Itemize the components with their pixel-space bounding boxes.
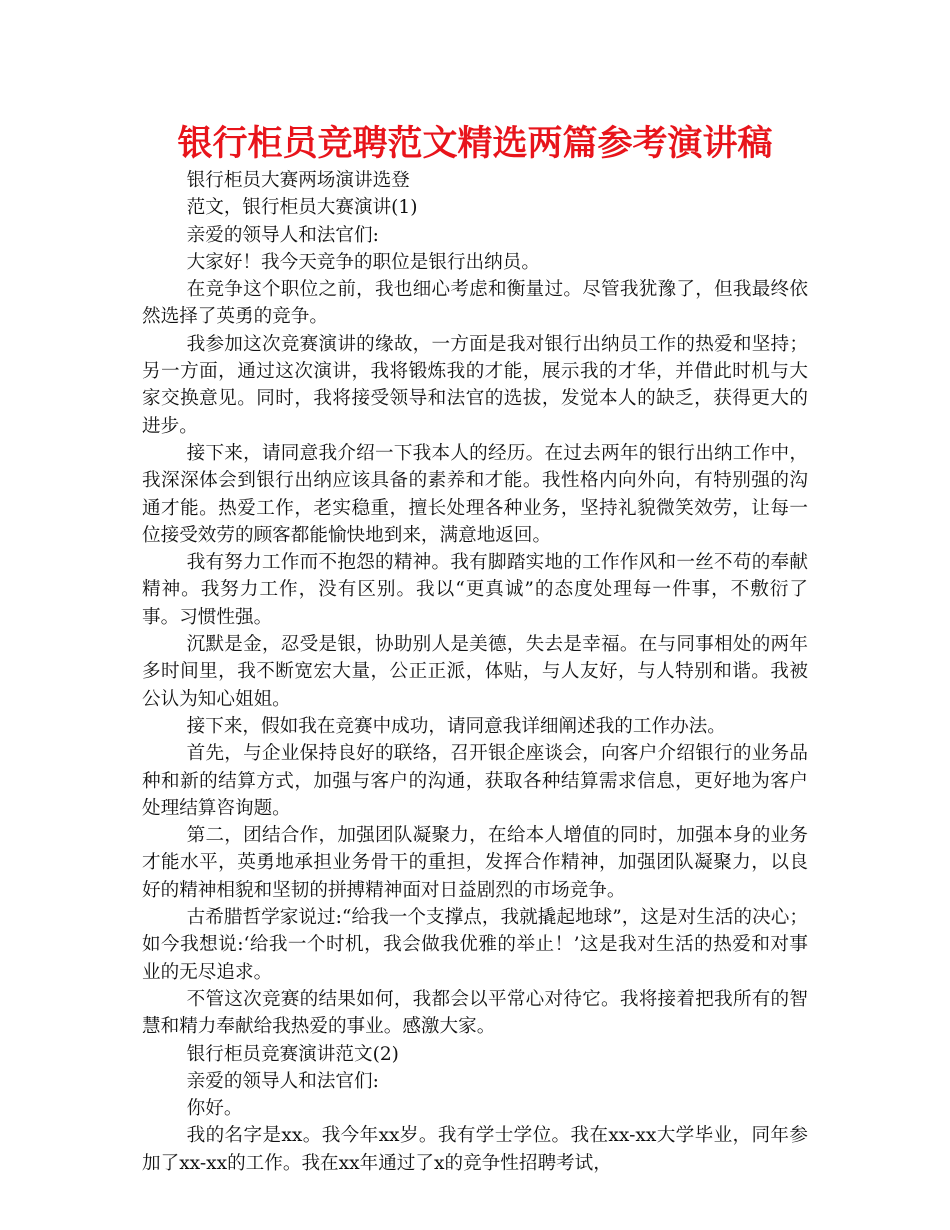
paragraph: 我参加这次竞赛演讲的缘故，一方面是我对银行出纳员工作的热爱和坚持；另一方面，通过这次演讲，我将锻炼我的才能，展示我的才华，并借此时机与大家交换意见。同时，我将接受领导和法官的选拔，发觉本人的缺乏，获得更大的进步。 xyxy=(142,333,808,437)
paragraph: 不管这次竞赛的结果如何，我都会以平常心对待它。我将接着把我所有的智慧和精力奉献给我热爱的事业。感激大家。 xyxy=(142,988,808,1038)
paragraph: 亲爱的领导人和法官们: xyxy=(186,224,379,246)
paragraph: 接下来，请同意我介绍一下我本人的经历。在过去两年的银行出纳工作中，我深深体会到银行出纳应该具备的素养和才能。我性格内向外向，有特别强的沟通才能。热爱工作，老实稳重，擅长处理各种业务，坚持礼貌微笑效劳，让每一位接受效劳的顾客都能愉快地到来，满意地返回。 xyxy=(142,442,808,546)
paragraph: 首先，与企业保持良好的联络，召开银企座谈会，向客户介绍银行的业务品种和新的结算方式，加强与客户的沟通，获取各种结算需求信息，更好地为客户处理结算咨询题。 xyxy=(142,743,808,819)
paragraph: 在竞争这个职位之前，我也细心考虑和衡量过。尽管我犹豫了，但我最终依然选择了英勇的竞争。 xyxy=(142,279,808,328)
paragraph: 我有努力工作而不抱怨的精神。我有脚踏实地的工作作风和一丝不苟的奉献精神。我努力工作，没有区别。我以“更真诚”的态度处理每一件事，不敷衍了事。习惯性强。 xyxy=(142,552,808,628)
paragraph: 第二，团结合作，加强团队凝聚力，在给本人增值的同时，加强本身的业务才能水平，英勇地承担业务骨干的重担，发挥合作精神，加强团队凝聚力，以良好的精神相貌和坚韧的拼搏精神面对日益剧烈的市场竞争。 xyxy=(142,825,808,901)
paragraph: 接下来，假如我在竞赛中成功，请同意我详细阐述我的工作办法。 xyxy=(186,715,726,737)
paragraph: 你好。 xyxy=(186,1098,243,1120)
paragraph: 我的名字是xx。我今年xx岁。我有学士学位。我在xx-xx大学毕业，同年参加了xx-xx的工作。我在xx年通过了x的竞争性招聘考试， xyxy=(142,1125,808,1174)
paragraph: 银行柜员大赛两场演讲选登 xyxy=(186,170,410,191)
paragraph: 沉默是金，忍受是银，协助别人是美德，失去是幸福。在与同事相处的两年多时间里，我不断宽宏大量，公正正派，体贴，与人友好，与人特别和谐。我被公认为知心姐姐。 xyxy=(142,634,808,710)
paragraph: 范文，银行柜员大赛演讲(1) xyxy=(186,197,418,219)
paragraph: 亲爱的领导人和法官们: xyxy=(186,1070,379,1092)
document-title: 银行柜员竞聘范文精选两篇参考演讲稿 xyxy=(177,124,773,164)
paragraph: 银行柜员竞赛演讲范文(2) xyxy=(186,1043,399,1065)
paragraph: 古希腊哲学家说过:“给我一个支撑点，我就撬起地球”，这是对生活的决心；如今我想说:‘给我一个时机，我会做我优雅的举止！’这是我对生活的热爱和对事业的无尽追求。 xyxy=(142,907,808,983)
paragraph: 大家好！我今天竞争的职位是银行出纳员。 xyxy=(186,251,540,273)
document-body xyxy=(142,167,808,1177)
